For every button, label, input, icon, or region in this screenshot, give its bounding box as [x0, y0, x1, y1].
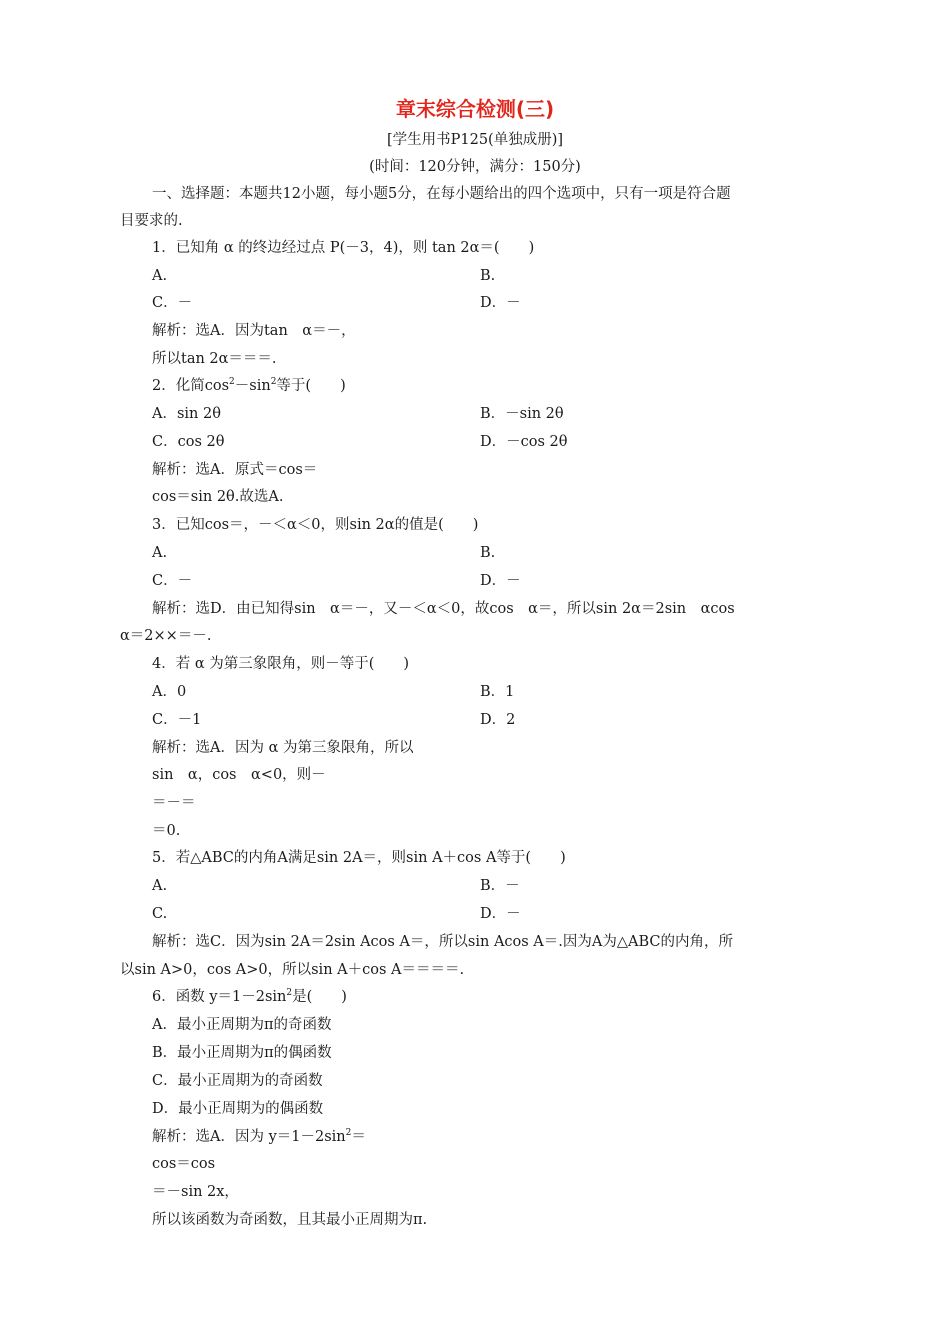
- q1-solution-line-1: 解析：选A．因为tan α＝－，: [152, 323, 356, 339]
- q6-solution-line-2: cos＝cos: [152, 1156, 216, 1172]
- q4-option-a: A．0: [152, 684, 187, 700]
- q2-option-c: C．cos 2θ: [152, 434, 225, 450]
- q3-option-c: C．－: [152, 573, 193, 589]
- q4-option-b: B．1: [480, 684, 515, 700]
- q5-solution-line-2: 以sin A>0，cos A>0，所以sin A＋cos A＝＝＝＝.: [120, 962, 465, 978]
- q4-solution-line-4: ＝0.: [152, 823, 181, 839]
- q3-option-a: A.: [152, 545, 168, 561]
- q4-solution-line-1: 解析：选A．因为 α 为第三象限角，所以: [152, 740, 414, 756]
- q3-option-d: D．－: [480, 573, 521, 589]
- q3-option-b: B.: [480, 545, 496, 561]
- q1-stem: 1．已知角 α 的终边经过点 P(－3，4)，则 tan 2α＝( ): [152, 240, 535, 256]
- q5-solution-line-1: 解析：选C．因为sin 2A＝2sin Acos A＝，所以sin Acos A＝.因为A为△ABC的内角，所: [152, 934, 734, 950]
- q4-solution-line-3: ＝－＝: [152, 795, 196, 811]
- q3-solution-line-2: α＝2××＝－.: [120, 628, 212, 644]
- q2-solution-line-2: cos＝sin 2θ.故选A.: [152, 489, 284, 505]
- section-intro-line-1: 一、选择题：本题共12小题，每小题5分，在每小题给出的四个选项中，只有一项是符合题: [152, 186, 731, 202]
- q5-option-b: B．－: [480, 878, 520, 894]
- q6-option-a: A．最小正周期为π的奇函数: [152, 1017, 332, 1033]
- q4-option-c: C．－1: [152, 712, 202, 728]
- q2-stem: 2．化简$\cos^2-\sin^2$等于( ): [152, 377, 346, 394]
- q2-option-b: B．－sin 2θ: [480, 406, 564, 422]
- q4-solution-line-2: sin α，cos α<0，则－: [152, 767, 326, 783]
- q6-option-b: B．最小正周期为π的偶函数: [152, 1045, 332, 1061]
- q1-option-d: D．－: [480, 295, 521, 311]
- q2-option-a: A．sin 2θ: [152, 406, 221, 422]
- time-and-score: (时间：120分钟，满分：150分): [369, 159, 581, 175]
- q4-option-d: D．2: [480, 712, 516, 728]
- q5-option-d: D．－: [480, 906, 521, 922]
- q1-solution-line-2: 所以tan 2α＝＝＝.: [152, 351, 277, 367]
- section-intro-line-2: 目要求的.: [120, 213, 183, 229]
- q4-stem: 4．若 α 为第三象限角，则－等于( ): [152, 656, 410, 672]
- q1-option-b: B.: [480, 268, 496, 284]
- q5-option-a: A.: [152, 878, 168, 894]
- q6-option-d: D．最小正周期为的偶函数: [152, 1101, 324, 1117]
- q5-option-c: C.: [152, 906, 168, 922]
- q6-solution-line-3: ＝－sin 2x，: [152, 1184, 239, 1200]
- q5-stem: 5．若△ABC的内角A满足sin 2A＝，则sin A＋cos A等于( ): [152, 850, 566, 866]
- q6-solution-line-4: 所以该函数为奇函数，且其最小正周期为π.: [152, 1212, 428, 1228]
- q1-option-a: A.: [152, 268, 168, 284]
- q6-solution-line-1: 解析：选A．因为 $y=1-2\sin^2=$: [152, 1128, 366, 1145]
- q1-option-c: C．－: [152, 295, 193, 311]
- page-title: 章末综合检测(三): [395, 97, 555, 121]
- q6-option-c: C．最小正周期为的奇函数: [152, 1073, 323, 1089]
- q3-solution-line-1: 解析：选D．由已知得sin α＝－，又－＜α＜0，故cos α＝，所以sin 2α＝2sin αcos: [152, 601, 735, 617]
- q2-solution-line-1: 解析：选A．原式＝cos＝: [152, 462, 318, 478]
- book-reference: [学生用书P125(单独成册)]: [386, 132, 564, 148]
- q3-stem: 3．已知cos＝，－＜α＜0，则sin 2α的值是( ): [152, 517, 479, 533]
- q2-option-d: D．－cos 2θ: [480, 434, 568, 450]
- q6-stem: 6．函数 $y=1-2\sin^2$是( ): [152, 988, 347, 1005]
